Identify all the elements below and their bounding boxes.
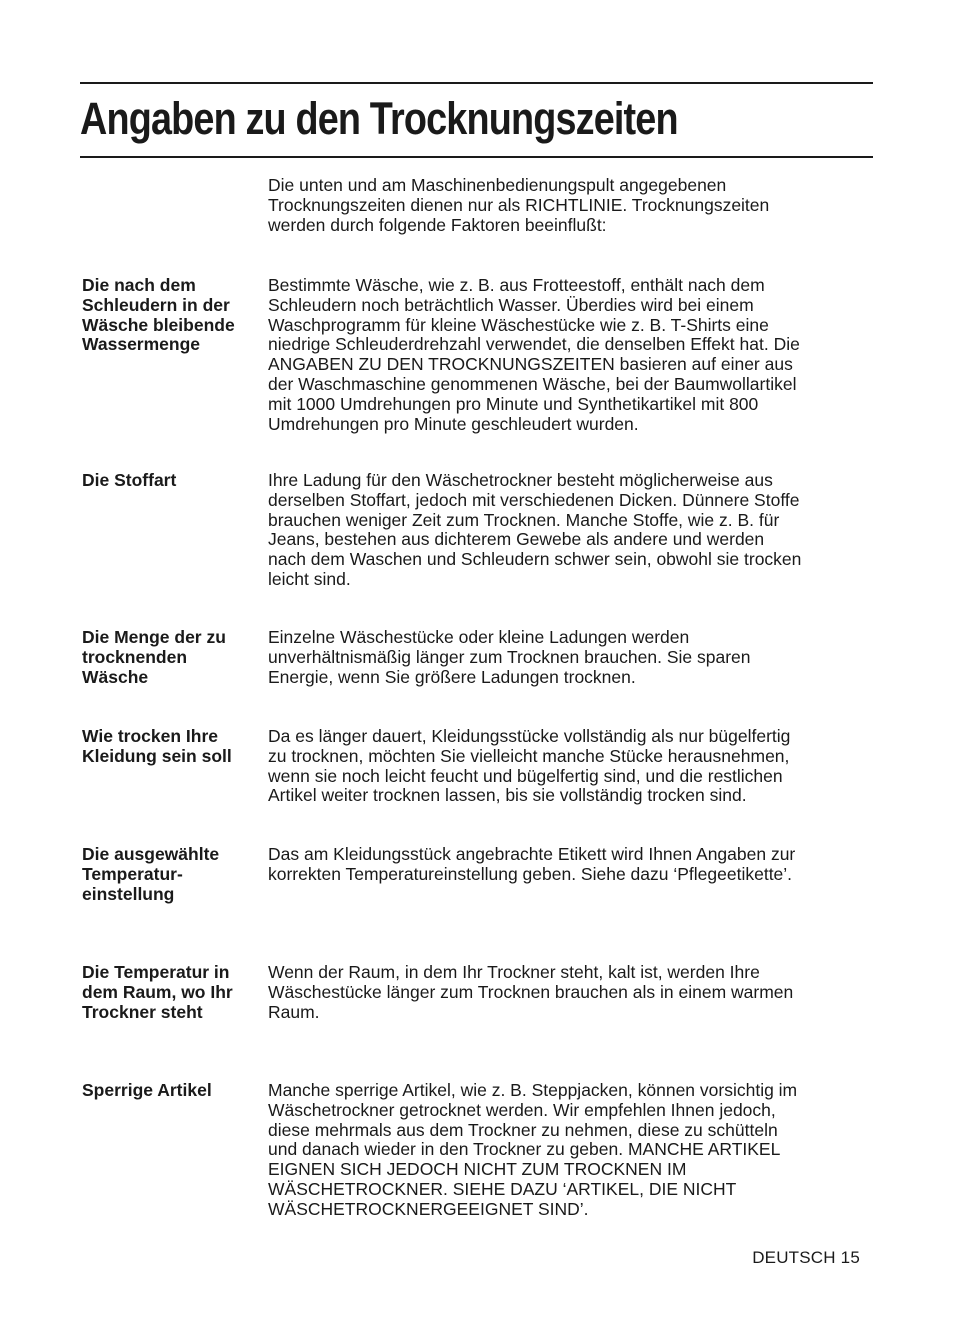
section-label [82,963,264,1022]
text-line: brauchen weniger Zeit zum Trocknen. Manche Stoffe, wie z. B. für [268,509,780,530]
text-line: niedrige Schleuderdrehzahl verwendet, die denselben Effekt hat. Die [268,334,800,355]
text-line: Da es länger dauert, Kleidungsstücke vollständig als nur bügelfertig [268,726,791,746]
section-text [268,628,873,687]
section-label [82,276,264,355]
text-line: der Waschmaschine genommenen Wäsche, bei der Baumwollartikel [268,373,797,394]
label-line: Kleidung sein soll [82,745,232,766]
section-text [268,963,873,1022]
top-rule [80,82,873,84]
section-text [268,845,873,885]
section-text [268,1081,873,1220]
section-text [268,276,873,434]
label-line: dem Raum, wo Ihr [82,981,233,1002]
intro-line: Die unten und am Maschinenbedienungspult angegebenen [268,175,727,195]
text-line: wenn sie noch leicht feucht und bügelfertig sind, und die restlichen [268,765,783,786]
title-underline-rule [80,156,873,158]
label-line: Die nach dem [82,275,196,295]
text-line: diese mehrmals aus dem Trockner zu nehmen, diese zu schütteln [268,1119,778,1140]
text-line: Raum. [268,1001,320,1022]
label-line: Die Menge der zu [82,627,226,647]
section-label [82,845,264,904]
section-label [82,471,264,491]
intro-paragraph [268,176,873,235]
text-line: zu trocknen, möchten Sie vielleicht manche Stücke herausnehmen, [268,745,790,766]
label-line: Schleudern in der [82,294,230,315]
text-line: Das am Kleidungsstück angebrachte Etikett wird Ihnen Angaben zur [268,844,796,864]
text-line: ANGABEN ZU DEN TROCKNUNGSZEITEN basieren auf einer aus [268,354,793,375]
page-title: Angaben zu den Trocknungszeiten [80,93,678,144]
text-line: Energie, wenn Sie größere Ladungen trocknen. [268,666,636,687]
text-line: Ihre Ladung für den Wäschetrockner besteht möglicherweise aus [268,470,773,490]
section-label [82,628,264,687]
label-line: Die Temperatur in [82,962,230,982]
text-line: Wenn der Raum, in dem Ihr Trockner steht, kalt ist, werden Ihre [268,962,760,982]
text-line: EIGNEN SICH JEDOCH NICHT ZUM TROCKNEN IM [268,1159,687,1180]
text-line: nach dem Waschen und Schleudern schwer sein, obwohl sie trocken [268,549,802,570]
label-line: Trockner steht [82,1001,203,1022]
text-line: und danach wieder in den Trockner zu geben. MANCHE ARTIKEL [268,1139,781,1160]
text-line: WÄSCHETROCKNERGEEIGNET SIND’. [268,1198,589,1219]
label-line: Wassermenge [82,334,201,355]
label-line: Die ausgewählte [82,844,220,864]
label-line: Wie trocken Ihre [82,726,218,746]
text-line: unverhältnismäßig länger zum Trocknen brauchen. Sie sparen [268,646,751,667]
text-line: Manche sperrige Artikel, wie z. B. Steppjacken, können vorsichtig im [268,1080,798,1100]
text-line: Waschprogramm für kleine Wäschestücke wie z. B. T-Shirts eine [268,314,769,335]
label-line: trocknenden [82,646,188,667]
text-line: mit 1000 Umdrehungen pro Minute und Synthetikartikel mit 800 [268,393,759,414]
intro-line: werden durch folgende Faktoren beeinflußt: [268,214,607,235]
text-line: Umdrehungen pro Minute geschleudert wurden. [268,413,639,434]
label-line: einstellung [82,883,175,904]
intro-line: Trocknungszeiten dienen nur als RICHTLINIE. Trocknungszeiten [268,194,770,215]
section-text [268,471,873,590]
text-line: Bestimmte Wäsche, wie z. B. aus Frotteestoff, enthält nach dem [268,275,765,295]
page-footer: DEUTSCH 15 [752,1248,860,1267]
text-line: korrekten Temperatureinstellung geben. Siehe dazu ‘Pflegeetikette’. [268,863,793,884]
label-line: Wäsche [82,666,149,687]
text-line: leicht sind. [268,568,351,589]
text-line: WÄSCHETROCKNER. SIEHE DAZU ‘ARTIKEL, DIE NICHT [268,1178,737,1199]
section-label [82,1081,264,1101]
text-line: Wäschetrockner getrocknet werden. Wir empfehlen Ihnen jedoch, [268,1099,776,1120]
text-line: Wäschestücke länger zum Trocknen brauchen als in einem warmen [268,981,794,1002]
text-line: Artikel weiter trocknen lassen, bis sie vollständig trocken sind. [268,785,747,806]
section-label [82,727,264,767]
text-line: Schleudern noch beträchtlich Wasser. Überdies wird bei einem [268,294,754,315]
text-line: derselben Stoffart, jedoch mit verschiedenen Dicken. Dünnere Stoffe [268,489,800,510]
label-line: Wäsche bleibende [82,314,235,335]
label-line: Die Stoffart [82,470,177,490]
label-line: Temperatur- [82,863,183,884]
text-line: Jeans, bestehen aus dichterem Gewebe als andere und werden [268,529,765,550]
text-line: Einzelne Wäschestücke oder kleine Ladungen werden [268,627,690,647]
label-line: Sperrige Artikel [82,1080,212,1100]
section-text [268,727,873,806]
